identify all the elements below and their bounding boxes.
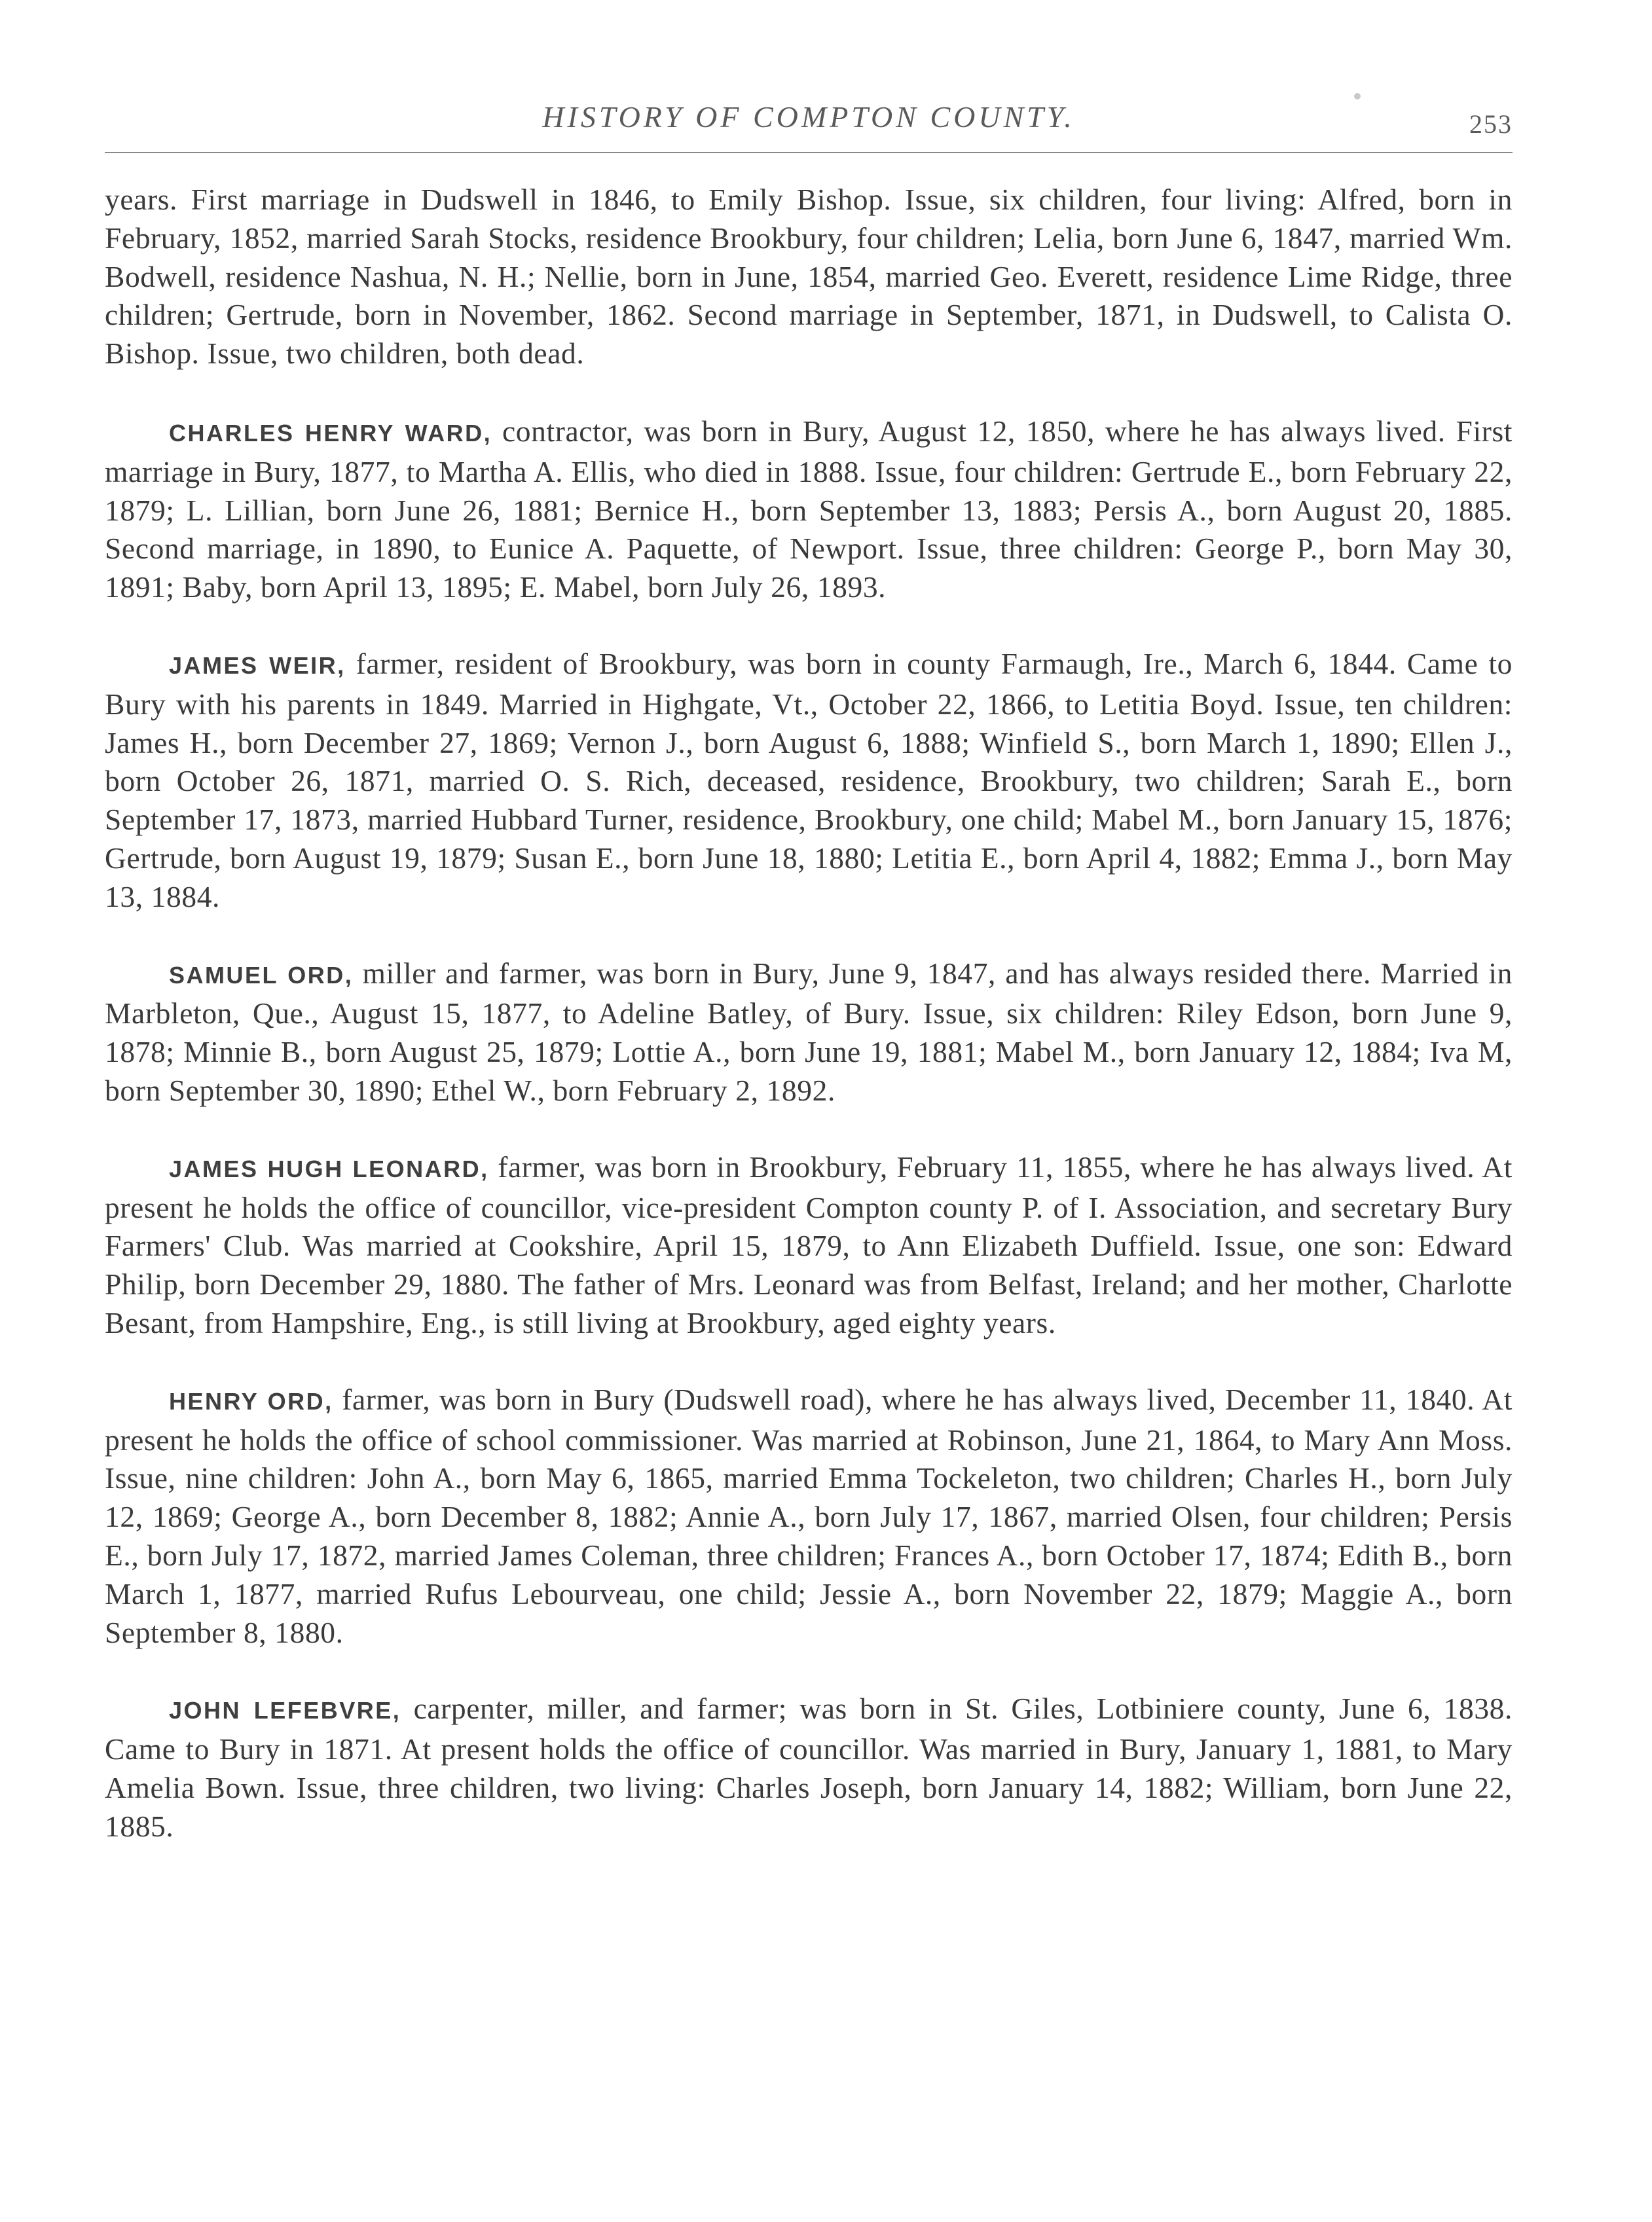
entry-name: JAMES HUGH LEONARD, [169,1155,489,1182]
entry-name: SAMUEL ORD, [169,961,354,989]
entry-paragraph [105,1690,1513,1846]
ink-speck [1354,93,1361,100]
running-title: HISTORY OF COMPTON COUNTY. [542,100,1075,134]
entry-text: miller and farmer, was born in Bury, June 9, 1847, and has always resided there. Married in Marbleton, Que., August 15, 1877, to Adeline Batley, of Bury. Issue, six children: Riley Edson, born June 9, 1878; Minnie B., born August 25, 1879; Lottie A., born June 19, 1881; Mabel M., born January 12, 1884; Iva M, born September 30, 1890; Ethel W., born February 2, 1892. [105,956,1513,1107]
entry-paragraph [105,955,1513,1110]
entry-text: farmer, was born in Brookbury, February 11, 1855, where he has always lived. At present he holds the office of councillor, vice-president Compton county P. of I. Association, and secretary Bury Farmers' Club. Was married at Cookshire, April 15, 1879, to Ann Elizabeth Duffield. Issue, one son: Edward Philip, born December 29, 1880. The father of Mrs. Leonard was from Belfast, Ireland; and her mother, Charlotte Besant, from Hampshire, Eng., is still living at Brookbury, aged eighty years. [105,1150,1513,1339]
entry-name: JAMES WEIR, [169,651,346,679]
entry-text: carpenter, miller, and farmer; was born in St. Giles, Lotbiniere county, June 6, 1838. Came to Bury in 1871. At present holds the office of councillor. Was married in Bury, January 1, 1881, to Mary Amelia Bown. Issue, three children, two living: Charles Joseph, born January 14, 1882; William, born June 22, 1885. [105,1692,1513,1843]
body-text [105,181,1513,1884]
entry-name: JOHN LEFEBVRE, [169,1697,401,1724]
entry-name: CHARLES HENRY WARD, [169,419,492,446]
entry-paragraph [105,645,1513,917]
entry-text: farmer, was born in Bury (Dudswell road), where he has always lived, December 11, 1840. At present he holds the office of school commissioner. Was married at Robinson, June 21, 1864, to Mary Ann Moss. Issue, nine children: John A., born May 6, 1865, married Emma Tockeleton, two children; Charles H., born July 12, 1869; George A., born December 8, 1882; Annie A., born July 17, 1867, married Olsen, four children; Persis E., born July 17, 1872, married James Coleman, three children; Frances A., born October 17, 1874; Edith B., born March 1, 1877, married Rufus Lebourveau, one child; Jessie A., born November 22, 1879; Maggie A., born September 8, 1880. [105,1382,1513,1649]
entry-text: farmer, resident of Brookbury, was born in county Farmaugh, Ire., March 6, 1844. Came to Bury with his parents in 1849. Married in Highgate, Vt., October 22, 1866, to Letitia Boyd. Issue, ten children: James H., born December 27, 1869; Vernon J., born August 6, 1888; Winfield S., born March 1, 1890; Ellen J., born October 26, 1871, married O. S. Rich, deceased, residence, Brookbury, two children; Sarah E., born September 17, 1873, married Hubbard Turner, residence, Brookbury, one child; Mabel M., born January 15, 1876; Gertrude, born August 19, 1879; Susan E., born June 18, 1880; Letitia E., born April 4, 1882; Emma J., born May 13, 1884. [105,646,1513,913]
page-number: 253 [1469,109,1513,139]
entry-paragraph [105,412,1513,607]
entry-paragraph [105,1148,1513,1343]
entry-paragraph [105,1381,1513,1652]
header-rule [105,152,1513,153]
running-head [105,98,1513,153]
entry-text: contractor, was born in Bury, August 12, 1850, where he has always lived. First marriage in Bury, 1877, to Martha A. Ellis, who died in 1888. Issue, four children: Gertrude E., born February 22, 1879; L. Lillian, born June 26, 1881; Bernice H., born September 13, 1883; Persis A., born August 20, 1885. Second marriage, in 1890, to Eunice A. Paquette, of Newport. Issue, three children: George P., born May 30, 1891; Baby, born April 13, 1895; E. Mabel, born July 26, 1893. [105,414,1513,604]
entry-name: HENRY ORD, [169,1387,333,1415]
continuation-text: years. First marriage in Dudswell in 1846, to Emily Bishop. Issue, six children, four living: Alfred, born in February, 1852, married Sarah Stocks, residence Brookbury, four children; Lelia, born June 6, 1847, married Wm. Bodwell, residence Nashua, N. H.; Nellie, born in June, 1854, married Geo. Everett, residence Lime Ridge, three children; Gertrude, born in November, 1862. Second marriage in September, 1871, in Dudswell, to Calista O. Bishop. Issue, two children, both dead. [105,183,1513,371]
continuation-paragraph [105,181,1513,373]
